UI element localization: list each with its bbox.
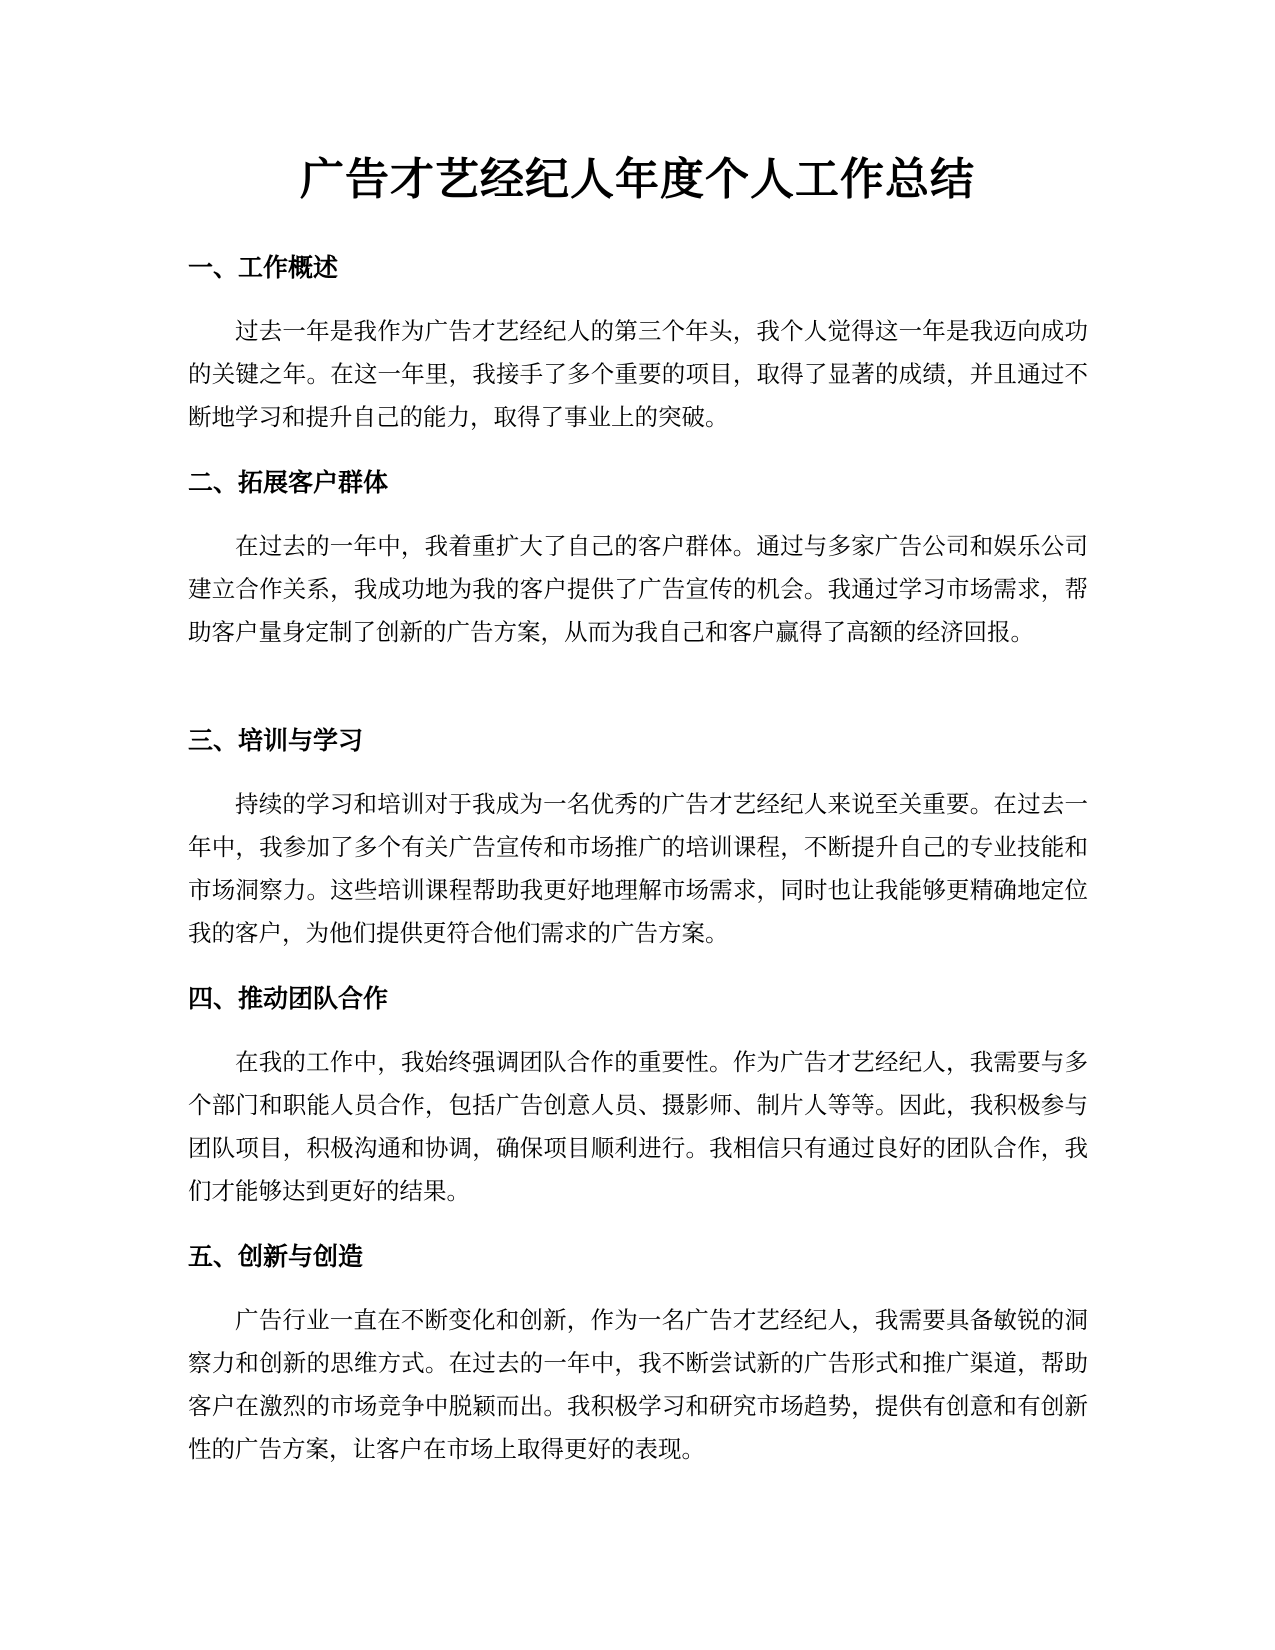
- section-heading: 三、培训与学习: [188, 726, 364, 755]
- section-paragraph: 持续的学习和培训对于我成为一名优秀的广告才艺经纪人来说至关重要。在过去一年中，我参加了多个有关广告宣传和市场推广的培训课程，不断提升自己的专业技能和市场洞察力。这些培训课程帮助我更好地理解市场需求，同时也让我能够更精确地定位我的客户，为他们提供更符合他们需求的广告方案。: [188, 790, 1088, 947]
- section-paragraph: 过去一年是我作为广告才艺经纪人的第三个年头，我个人觉得这一年是我迈向成功的关键之年。在这一年里，我接手了多个重要的项目，取得了显著的成绩，并且通过不断地学习和提升自己的能力，取得了事业上的突破。: [188, 317, 1088, 431]
- section-paragraph: 广告行业一直在不断变化和创新，作为一名广告才艺经纪人，我需要具备敏锐的洞察力和创新的思维方式。在过去的一年中，我不断尝试新的广告形式和推广渠道，帮助客户在激烈的市场竞争中脱颖而出。我积极学习和研究市场趋势，提供有创意和有创新性的广告方案，让客户在市场上取得更好的表现。: [188, 1306, 1088, 1463]
- section-paragraph: 在我的工作中，我始终强调团队合作的重要性。作为广告才艺经纪人，我需要与多个部门和职能人员合作，包括广告创意人员、摄影师、制片人等等。因此，我积极参与团队项目，积极沟通和协调，确保项目顺利进行。我相信只有通过良好的团队合作，我们才能够达到更好的结果。: [188, 1048, 1088, 1205]
- section-innovation: [188, 1239, 1088, 1471]
- section-heading: 五、创新与创造: [188, 1242, 364, 1271]
- section-teamwork: [188, 981, 1088, 1213]
- document-title: 广告才艺经纪人年度个人工作总结: [300, 154, 975, 205]
- section-heading: 一、工作概述: [188, 253, 339, 282]
- section-client-expansion: [188, 465, 1088, 654]
- section-paragraph: 在过去的一年中，我着重扩大了自己的客户群体。通过与多家广告公司和娱乐公司建立合作关系，我成功地为我的客户提供了广告宣传的机会。我通过学习市场需求，帮助客户量身定制了创新的广告方案，从而为我自己和客户赢得了高额的经济回报。: [188, 532, 1088, 646]
- section-training-learning: [188, 723, 1088, 955]
- section-heading: 二、拓展客户群体: [188, 468, 389, 497]
- section-work-overview: [188, 250, 1088, 439]
- section-heading: 四、推动团队合作: [188, 984, 389, 1013]
